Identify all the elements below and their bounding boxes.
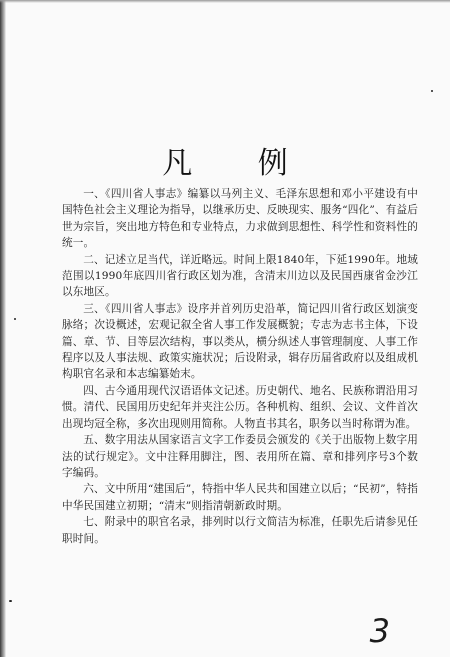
paragraph-1: 一、《四川省人事志》编纂以马列主义、毛泽东思想和邓小平建设有中国特色社会主义理论为指导，以继承历史、反映现实、服务“四化”、有益后世为宗旨，突出地方特色和专业特点，力求做到思想性、科学性和资料性的统一。 — [62, 188, 418, 250]
document-body — [62, 186, 418, 547]
scan-edge-top — [0, 0, 450, 3]
scan-speck — [9, 600, 12, 602]
scan-edge-left — [0, 0, 6, 657]
page-title: 凡 例 — [162, 146, 316, 182]
scan-speck — [14, 318, 16, 320]
scan-speck — [431, 90, 433, 92]
paragraph-7: 七、附录中的职官名录，排列时以行文简洁为标准，任职先后请参见任职时间。 — [62, 516, 418, 545]
paragraph-6: 六、文中所用“建国后”，特指中华人民共和国建立以后；“民初”，特指中华民国建立初期；“清末”则指清朝新政时期。 — [62, 483, 418, 512]
page-number: 3 — [369, 612, 390, 650]
paragraph-5: 五、数字用法从国家语言文字工作委员会颁发的《关于出版物上数字用法的试行规定》。文中注释用脚注，图、表用所在篇、章和排列序号3个数字编码。 — [62, 434, 418, 479]
paragraph-4: 四、古今通用现代汉语语体文记述。历史朝代、地名、民族称谓沿用习惯。清代、民国用历史纪年并夹注公历。各种机构、组织、会议、文件首次出现均冠全称，多次出现则用简称。人物直书其名，职务以当时称谓为准。 — [62, 384, 418, 430]
paragraph-2: 二、记述立足当代，详近略远。时间上限1840年，下延1990年。地域范围以1990年底四川省行政区划为准，含清末川边以及民国西康省金沙江以东地区。 — [62, 253, 418, 299]
paragraph-3: 三、《四川省人事志》设序并首列历史沿革，简记四川省行政区划演变脉络；次设概述，宏观记叙全省人事工作发展概貌；专志为志书主体，下设篇、章、节、目等层次结构，事以类从，横分纵述人事管理制度、人事工作程序以及人事法规、政策实施状况；后设附录，辑存历届省政府以及组成机构职官名录和本志编纂始末。 — [62, 302, 418, 381]
